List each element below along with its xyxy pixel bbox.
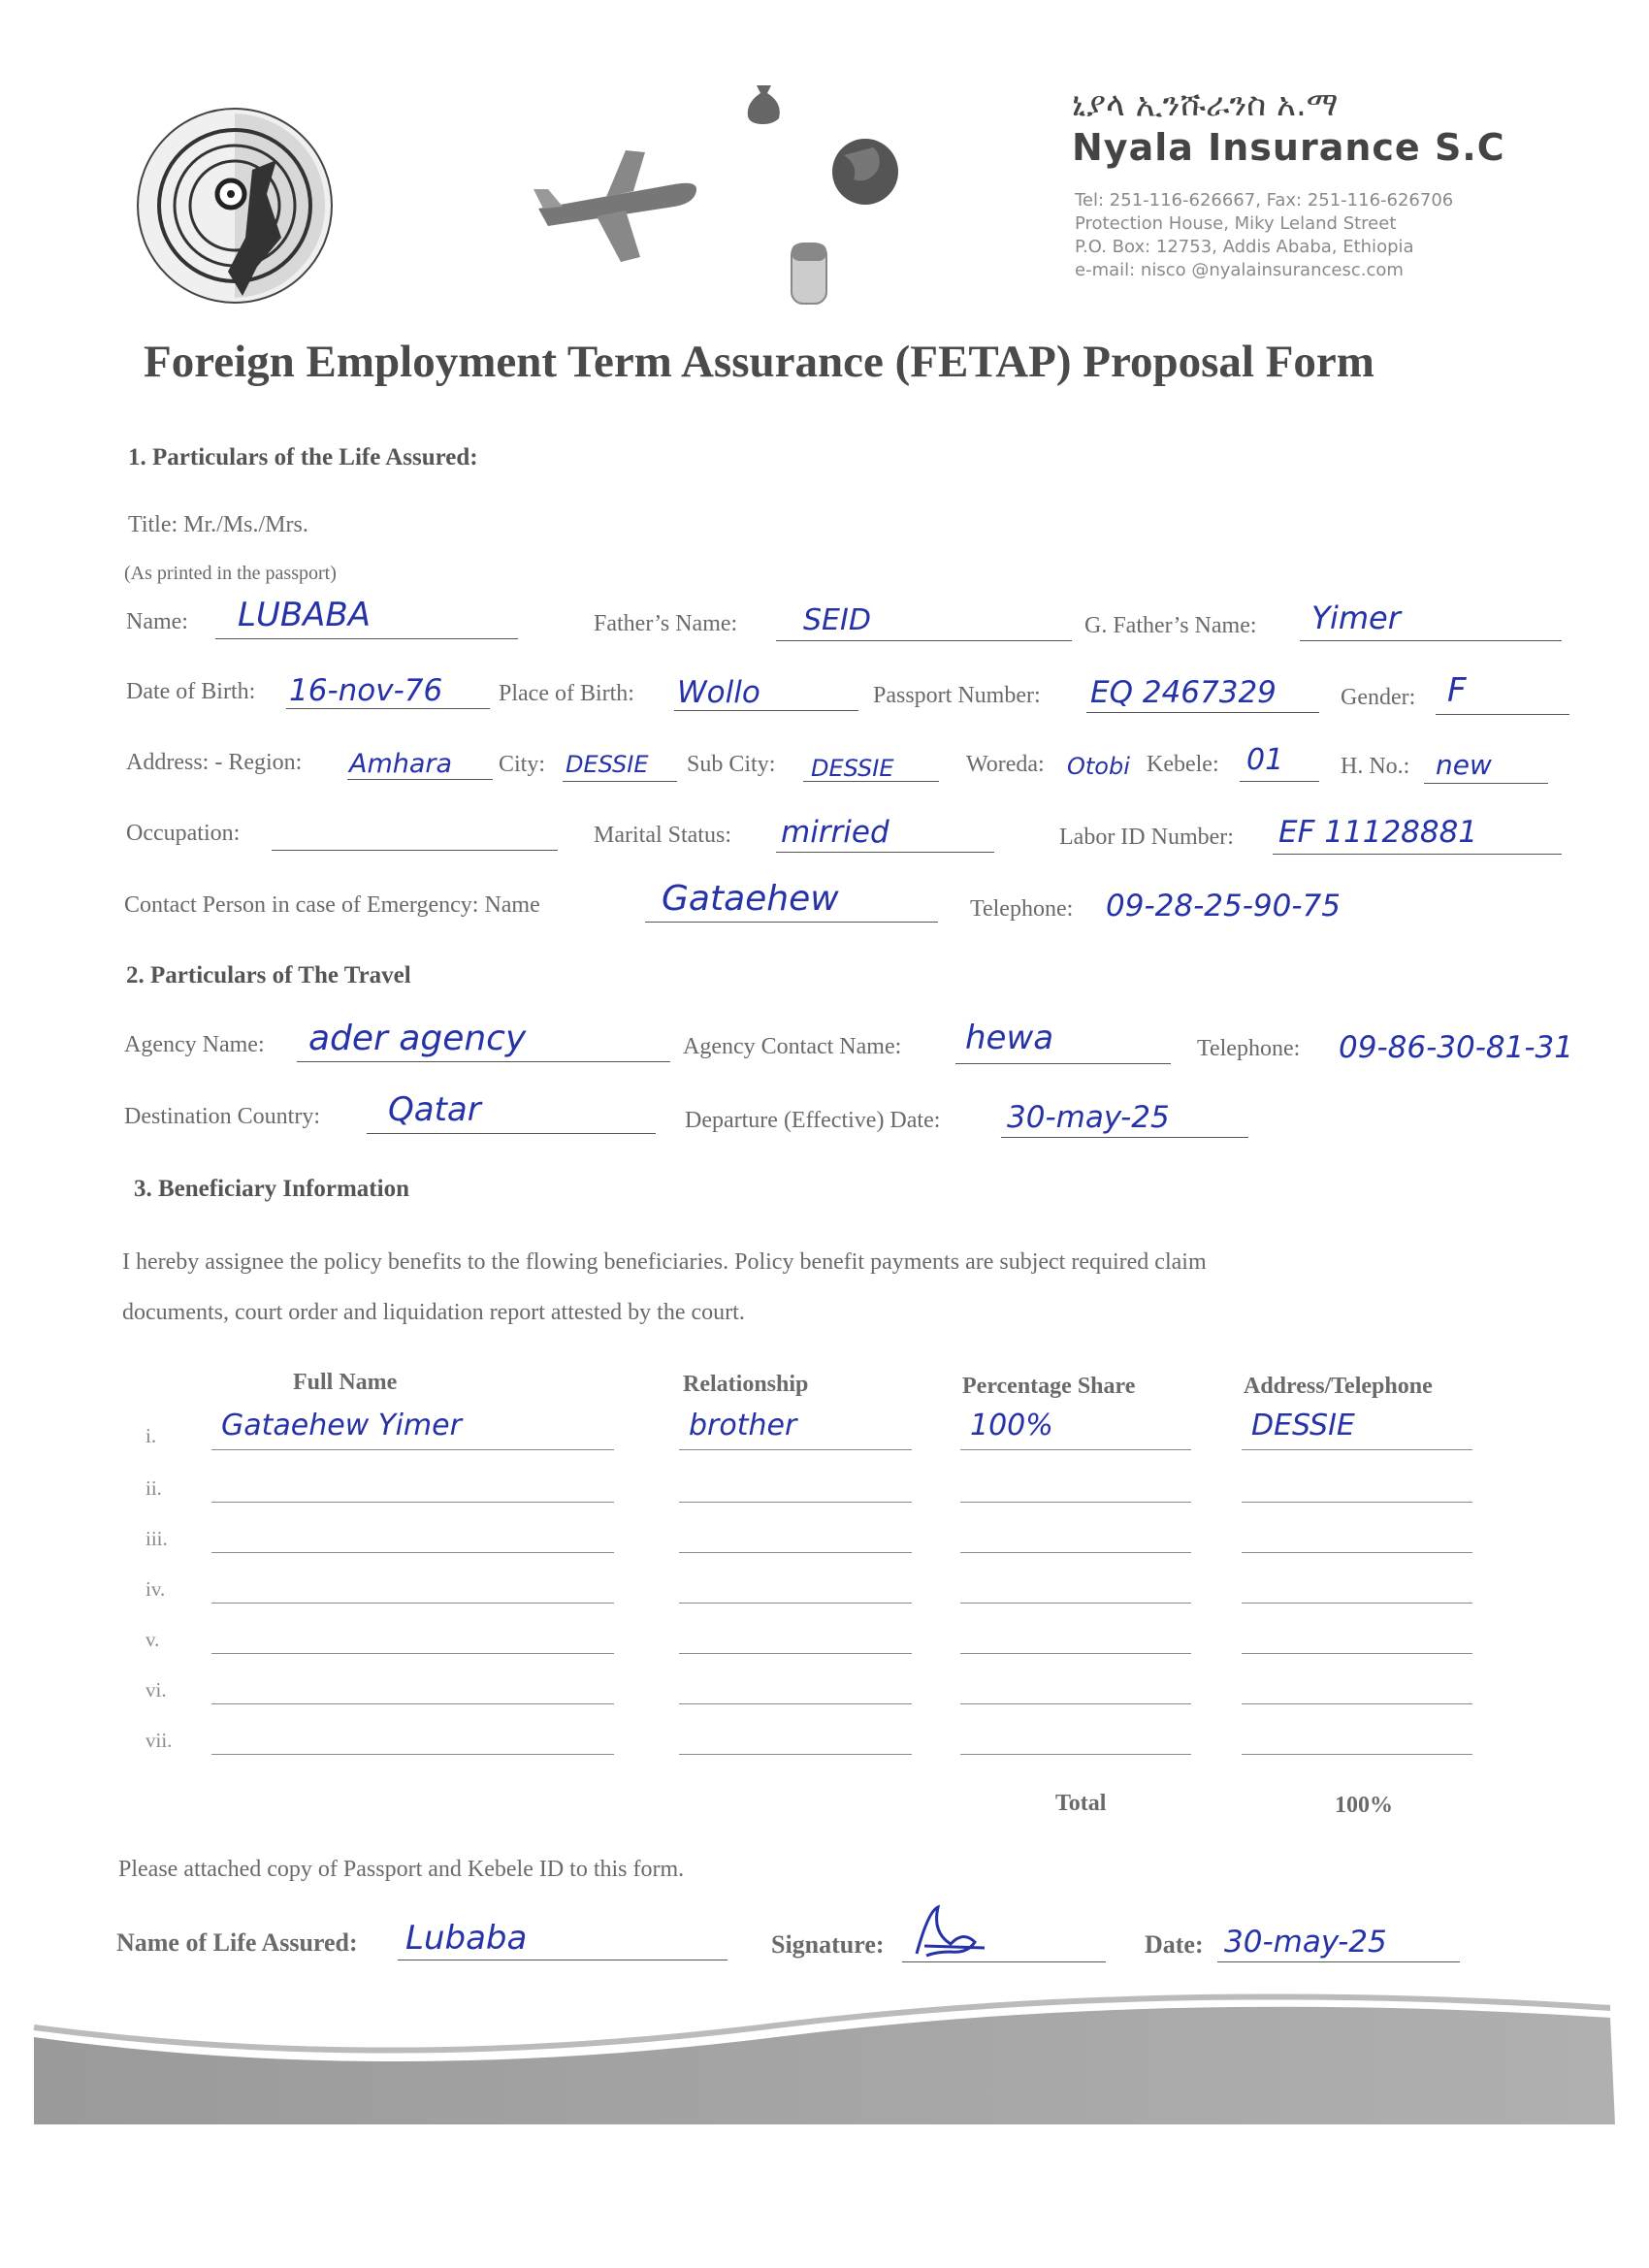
destination-underline: [367, 1133, 656, 1134]
name-label: Name:: [126, 609, 188, 634]
gfather-name-field[interactable]: Yimer: [1311, 599, 1401, 636]
section3-heading: 3. Beneficiary Information: [134, 1176, 409, 1202]
gender-field[interactable]: F: [1447, 671, 1467, 710]
column-percentage-share: Percentage Share: [962, 1374, 1136, 1399]
company-name: Nyala Insurance S.C: [1072, 126, 1505, 169]
beneficiary-address-field[interactable]: DESSIE: [1251, 1409, 1355, 1442]
gfather-name-label: G. Father’s Name:: [1084, 613, 1257, 638]
pob-field[interactable]: Wollo: [677, 675, 760, 710]
agency-contact-field[interactable]: hewa: [965, 1019, 1054, 1057]
beneficiary-underline: [679, 1449, 912, 1450]
date-label: Date:: [1145, 1930, 1204, 1959]
contact-pobox: P.O. Box: 12753, Addis Ababa, Ethiopia: [1075, 237, 1414, 257]
column-relationship: Relationship: [683, 1372, 809, 1397]
labor-id-field[interactable]: EF 11128881: [1278, 815, 1478, 850]
beneficiary-underline: [960, 1754, 1191, 1755]
beneficiary-underline: [679, 1603, 912, 1604]
agency-contact-label: Agency Contact Name:: [683, 1034, 902, 1059]
beneficiary-underline: [211, 1502, 614, 1503]
beneficiary-underline: [1242, 1552, 1472, 1553]
beneficiary-row-number: iv.: [146, 1577, 166, 1601]
name-underline: [215, 638, 518, 639]
beneficiary-underline: [211, 1603, 614, 1604]
section1-heading: 1. Particulars of the Life Assured:: [128, 444, 478, 470]
date-underline: [1217, 1961, 1460, 1962]
airplane-icon: [529, 141, 703, 267]
occupation-label: Occupation:: [126, 821, 241, 846]
beneficiary-underline: [1242, 1603, 1472, 1604]
agency-contact-underline: [955, 1063, 1171, 1064]
section2-heading: 2. Particulars of The Travel: [126, 962, 411, 988]
beneficiary-underline: [679, 1653, 912, 1654]
beneficiary-underline: [1242, 1653, 1472, 1654]
gender-underline: [1436, 714, 1569, 715]
beneficiary-underline: [960, 1449, 1191, 1450]
region-underline: [347, 779, 493, 780]
moneybag-icon: [742, 78, 786, 126]
agency-telephone-field[interactable]: 09-86-30-81-31: [1339, 1030, 1573, 1065]
woreda-label: Woreda:: [966, 752, 1045, 777]
vial-icon: [786, 238, 834, 310]
beneficiary-underline: [960, 1603, 1191, 1604]
beneficiary-underline: [211, 1754, 614, 1755]
footer-wave-band: [0, 1969, 1649, 2163]
signature-mark[interactable]: [907, 1903, 1004, 1963]
beneficiary-row-number: vii.: [146, 1729, 173, 1752]
marital-status-field[interactable]: mirried: [781, 815, 889, 850]
beneficiary-underline: [679, 1703, 912, 1704]
beneficiary-underline: [960, 1502, 1191, 1503]
destination-label: Destination Country:: [124, 1104, 320, 1129]
kebele-underline: [1240, 781, 1319, 782]
region-field[interactable]: Amhara: [349, 749, 453, 779]
pob-label: Place of Birth:: [499, 681, 634, 706]
city-field[interactable]: DESSIE: [566, 751, 649, 778]
labor-id-underline: [1273, 854, 1562, 855]
beneficiary-underline: [960, 1552, 1191, 1553]
region-label: Address: - Region:: [126, 750, 303, 775]
father-name-label: Father’s Name:: [594, 611, 738, 636]
pob-underline: [674, 710, 858, 711]
beneficiary-underline: [960, 1653, 1191, 1654]
subcity-label: Sub City:: [687, 752, 776, 777]
agency-name-field[interactable]: ader agency: [308, 1019, 527, 1058]
agency-name-underline: [297, 1061, 670, 1062]
house-number-label: H. No.:: [1341, 754, 1410, 779]
beneficiary-row-number: vi.: [146, 1678, 167, 1701]
beneficiary-underline: [1242, 1502, 1472, 1503]
emergency-contact-underline: [645, 922, 938, 923]
beneficiary-name-field[interactable]: Gataehew Yimer: [221, 1409, 462, 1442]
gfather-name-underline: [1300, 640, 1562, 641]
emergency-contact-label: Contact Person in case of Emergency: Name: [124, 892, 540, 918]
departure-date-field[interactable]: 30-may-25: [1007, 1100, 1170, 1135]
beneficiary-underline: [1242, 1449, 1472, 1450]
globe-icon: [829, 136, 902, 209]
life-assured-field[interactable]: Lubaba: [405, 1919, 528, 1958]
destination-field[interactable]: Qatar: [388, 1090, 481, 1129]
form-title: Foreign Employment Term Assurance (FETAP) Proposal Form: [144, 337, 1374, 387]
life-assured-label: Name of Life Assured:: [116, 1928, 358, 1957]
beneficiary-underline: [211, 1653, 614, 1654]
city-underline: [563, 781, 677, 782]
beneficiary-underline: [1242, 1754, 1472, 1755]
beneficiary-underline: [679, 1754, 912, 1755]
nyala-logo: [131, 102, 340, 310]
agency-telephone-label: Telephone:: [1197, 1036, 1301, 1061]
contact-phone: Tel: 251-116-626667, Fax: 251-116-626706: [1075, 190, 1454, 211]
emergency-telephone-label: Telephone:: [970, 896, 1074, 922]
date-field[interactable]: 30-may-25: [1224, 1925, 1387, 1960]
name-field[interactable]: LUBABA: [238, 596, 371, 634]
beneficiary-statement-line1: I hereby assignee the policy benefits to the flowing beneficiaries. Policy benefit payments are subject required claim: [122, 1249, 1207, 1275]
beneficiary-underline: [211, 1552, 614, 1553]
departure-date-underline: [1001, 1137, 1248, 1138]
beneficiary-row-number: i.: [146, 1424, 157, 1447]
house-number-field[interactable]: new: [1436, 749, 1492, 781]
emergency-telephone-field[interactable]: 09-28-25-90-75: [1106, 889, 1341, 923]
column-full-name: Full Name: [293, 1370, 398, 1395]
father-name-underline: [776, 640, 1072, 641]
beneficiary-row-number: ii.: [146, 1476, 162, 1500]
company-name-amharic: ኒያላ ኢንሹራንስ አ.ማ: [1072, 85, 1339, 124]
beneficiary-underline: [679, 1552, 912, 1553]
passport-number-underline: [1086, 712, 1319, 713]
beneficiary-underline: [960, 1703, 1191, 1704]
title-label: Title: Mr./Ms./Mrs.: [128, 512, 308, 537]
beneficiary-underline: [1242, 1703, 1472, 1704]
subcity-field[interactable]: DESSIE: [811, 755, 894, 782]
beneficiary-row-number: v.: [146, 1628, 160, 1651]
total-label: Total: [1055, 1791, 1107, 1816]
beneficiary-underline: [679, 1502, 912, 1503]
company-contact-block: [1075, 189, 1453, 282]
beneficiary-relationship-field[interactable]: brother: [689, 1409, 797, 1442]
beneficiary-underline: [211, 1703, 614, 1704]
labor-id-label: Labor ID Number:: [1059, 825, 1234, 850]
attach-note: Please attached copy of Passport and Kebele ID to this form.: [118, 1857, 685, 1882]
dob-field[interactable]: 16-nov-76: [289, 673, 443, 708]
woreda-field[interactable]: Otobi: [1067, 753, 1130, 780]
marital-status-underline: [776, 852, 994, 853]
city-label: City:: [499, 752, 546, 777]
signature-label: Signature:: [771, 1930, 885, 1959]
agency-name-label: Agency Name:: [124, 1032, 265, 1057]
beneficiary-underline: [211, 1449, 614, 1450]
passport-number-field[interactable]: EQ 2467329: [1090, 675, 1277, 710]
emergency-contact-field[interactable]: Gataehew: [662, 879, 839, 919]
beneficiary-share-field[interactable]: 100%: [970, 1409, 1053, 1442]
as-printed-note: (As printed in the passport): [124, 563, 337, 584]
beneficiary-row-number: iii.: [146, 1527, 168, 1550]
kebele-field[interactable]: 01: [1246, 743, 1284, 777]
occupation-underline: [272, 850, 558, 851]
contact-address: Protection House, Miky Leland Street: [1075, 213, 1397, 234]
marital-status-label: Marital Status:: [594, 823, 731, 848]
house-number-underline: [1424, 783, 1548, 784]
passport-number-label: Passport Number:: [873, 683, 1041, 708]
total-value: 100%: [1335, 1793, 1393, 1818]
contact-email: e-mail: nisco @nyalainsurancesc.com: [1075, 260, 1404, 280]
departure-date-label: Departure (Effective) Date:: [685, 1108, 941, 1133]
gender-label: Gender:: [1341, 685, 1416, 710]
column-address-telephone: Address/Telephone: [1244, 1374, 1433, 1399]
father-name-field[interactable]: SEID: [803, 603, 871, 637]
beneficiary-statement-line2: documents, court order and liquidation report attested by the court.: [122, 1300, 745, 1325]
dob-underline: [286, 708, 490, 709]
dob-label: Date of Birth:: [126, 679, 256, 704]
kebele-label: Kebele:: [1147, 752, 1219, 777]
